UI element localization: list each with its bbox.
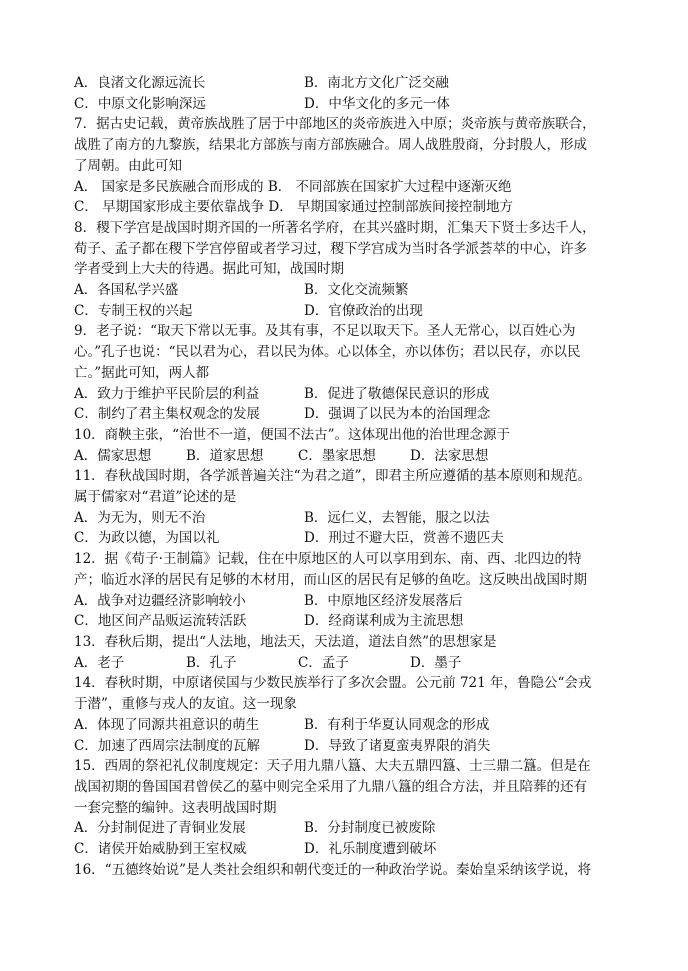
- option-d: D．法家思想: [410, 447, 489, 464]
- option-row: [74, 280, 628, 301]
- question-14: [74, 673, 628, 756]
- option-c: C．诸侯开始威胁到王室权威: [74, 841, 247, 858]
- option-a: A．老子: [74, 654, 125, 671]
- question-text: 16．“五德终始说”是人类社会组织和朝代变迁的一种政治学说。秦始皇采纳该学说，将: [74, 861, 591, 878]
- question-text: 于潜”，重修与戎人的友谊。这一现象: [74, 696, 297, 713]
- question-text: 心。”孔子也说：“民以君为心，君以民为体。心以体全，亦以体伤；君以民存，亦以民: [74, 344, 581, 361]
- option-d: D．官僚政治的出现: [304, 302, 423, 319]
- question-text: 10．商鞅主张，“治世不一道，便国不法古”。这体现出他的治世理念源于: [74, 426, 510, 443]
- option-row: [74, 73, 628, 94]
- option-a: A．分封制促进了青铜业发展: [74, 820, 246, 837]
- option-d: D．墨子: [410, 654, 462, 671]
- option-d: D．强调了以民为本的治国理念: [304, 406, 491, 423]
- option-a: A．各国私学兴盛: [74, 282, 179, 299]
- question-text: 7．据古史记载，黄帝族战胜了居于中部地区的炎帝族进入中原；炎帝族与黄帝族联合，: [74, 116, 596, 133]
- question-text: 了周朝。由此可知: [74, 157, 182, 174]
- option-row: [74, 94, 628, 115]
- option-b: B．孔子: [186, 654, 237, 671]
- option-b: B．南北方文化广泛交融: [304, 75, 449, 91]
- question-text: 11．春秋战国时期，各学派普遍关注“为君之道”，即君主所应遵循的基本原则和规范。: [74, 468, 591, 485]
- option-c: C．制约了君主集权观念的发展: [74, 406, 260, 423]
- option-row: [74, 818, 628, 839]
- question-text: 一套完整的编钟。这表明战国时期: [74, 799, 277, 816]
- question-15: [74, 756, 628, 860]
- option-row: [74, 736, 628, 757]
- question-12: [74, 549, 628, 632]
- option-row: [74, 591, 628, 612]
- option-c: C．孟子: [298, 654, 349, 671]
- question-text: 属于儒家对“君道”论述的是: [74, 489, 237, 506]
- option-row: [74, 528, 628, 549]
- option-row: [74, 653, 628, 674]
- option-b: B．远仁义，去智能，服之以法: [304, 509, 490, 526]
- option-c: C．墨家思想: [298, 447, 376, 464]
- option-d: D．礼乐制度遭到破坏: [304, 841, 437, 858]
- option-b: B．道家思想: [186, 447, 264, 464]
- question-6-options: [74, 73, 628, 114]
- option-a: A．儒家思想: [74, 447, 152, 464]
- question-text: 产；临近水泽的居民有足够的木材用，而山区的居民有足够的鱼吃。这反映出战国时期: [74, 571, 587, 588]
- option-d: D．经商谋利成为主流思想: [304, 613, 464, 630]
- option-d: D．刑过不避大臣，赏善不遗匹夫: [304, 530, 504, 547]
- question-7: [74, 114, 628, 218]
- option-c: C．中原文化影响深远: [74, 95, 206, 112]
- option-row: [74, 715, 628, 736]
- option-d: D．导致了诸夏蛮夷界限的消失: [304, 737, 491, 754]
- option-d: D．中华文化的多元一体: [304, 95, 450, 112]
- option-a: A．体现了同源共祖意识的萌生: [74, 716, 260, 733]
- question-text: 12．据《荀子·王制篇》记载，住在中原地区的人可以享用到东、南、西、北四边的特: [74, 551, 582, 568]
- option-a: A．致力于维护平民阶层的利益: [74, 385, 260, 402]
- question-text: 14．春秋时期，中原诸侯国与少数民族举行了多次会盟。公元前 721 年，鲁隐公“会戎: [74, 675, 592, 692]
- option-c: C．为政以德，为国以礼: [74, 530, 220, 547]
- option-a: A．良渚文化源远流长: [74, 75, 206, 91]
- question-10: [74, 425, 628, 466]
- question-16: [74, 860, 628, 881]
- option-c: C．专制王权的兴起: [74, 302, 193, 319]
- question-8: [74, 218, 628, 322]
- question-text: 战胜了南方的九黎族，结果北方部族与南方部族融合。周人战胜殷商，分封殷人，形成: [74, 137, 587, 154]
- question-11: [74, 466, 628, 549]
- option-row: [74, 611, 628, 632]
- question-text: 战国初期的鲁国国君曾侯乙的墓中则完全采用了九鼎八簋的组合方法，并且陪葬的还有: [74, 778, 587, 795]
- question-text: 8．稷下学宫是战国时期齐国的一所著名学府，在其兴盛时期，汇集天下贤士多达千人，: [74, 219, 596, 236]
- option-row: C． 早期国家形成主要依靠战争 D． 早期国家通过控制部族间接控制地方: [74, 199, 514, 216]
- question-9: [74, 321, 628, 425]
- option-row: A． 国家是多民族融合而形成的 B． 不同部族在国家扩大过程中逐渐灭绝: [74, 178, 512, 195]
- option-b: B．有利于华夏认同观念的形成: [304, 716, 490, 733]
- option-a: A．战争对边疆经济影响较小: [74, 592, 246, 609]
- option-row: [74, 839, 628, 860]
- option-b: B．分封制度已被废除: [304, 820, 436, 837]
- option-row: [74, 404, 628, 425]
- question-text: 荀子、孟子都在稷下学宫停留或者学习过，稷下学宫成为当时各学派荟萃的中心，许多: [74, 240, 587, 257]
- question-13: [74, 632, 628, 673]
- option-row: [74, 446, 628, 467]
- question-text: 9．老子说：“取天下常以无事。及其有事，不足以取天下。圣人无常心，以百姓心为: [74, 323, 576, 340]
- option-row: [74, 301, 628, 322]
- question-text: 学者受到上大夫的待遇。据此可知，战国时期: [74, 261, 344, 278]
- option-c: C．加速了西周宗法制度的瓦解: [74, 737, 260, 754]
- option-row: [74, 508, 628, 529]
- option-b: B．中原地区经济发展落后: [304, 592, 463, 609]
- option-b: B．促进了敬德保民意识的形成: [304, 385, 490, 402]
- question-text: 亡。”据此可知，两人都: [74, 364, 210, 381]
- question-text: 13．春秋后期，提出“人法地，地法天，天法道，道法自然”的思想家是: [74, 633, 497, 650]
- option-a: A．为无为，则无不治: [74, 509, 206, 526]
- question-text: 15．西周的祭祀礼仪制度规定：天子用九鼎八簋、大夫五鼎四簋、士三鼎二簋。但是在: [74, 758, 591, 775]
- option-c: C．地区间产品贩运流转活跃: [74, 613, 247, 630]
- option-row: [74, 384, 628, 405]
- option-b: B．文化交流频繁: [304, 282, 409, 299]
